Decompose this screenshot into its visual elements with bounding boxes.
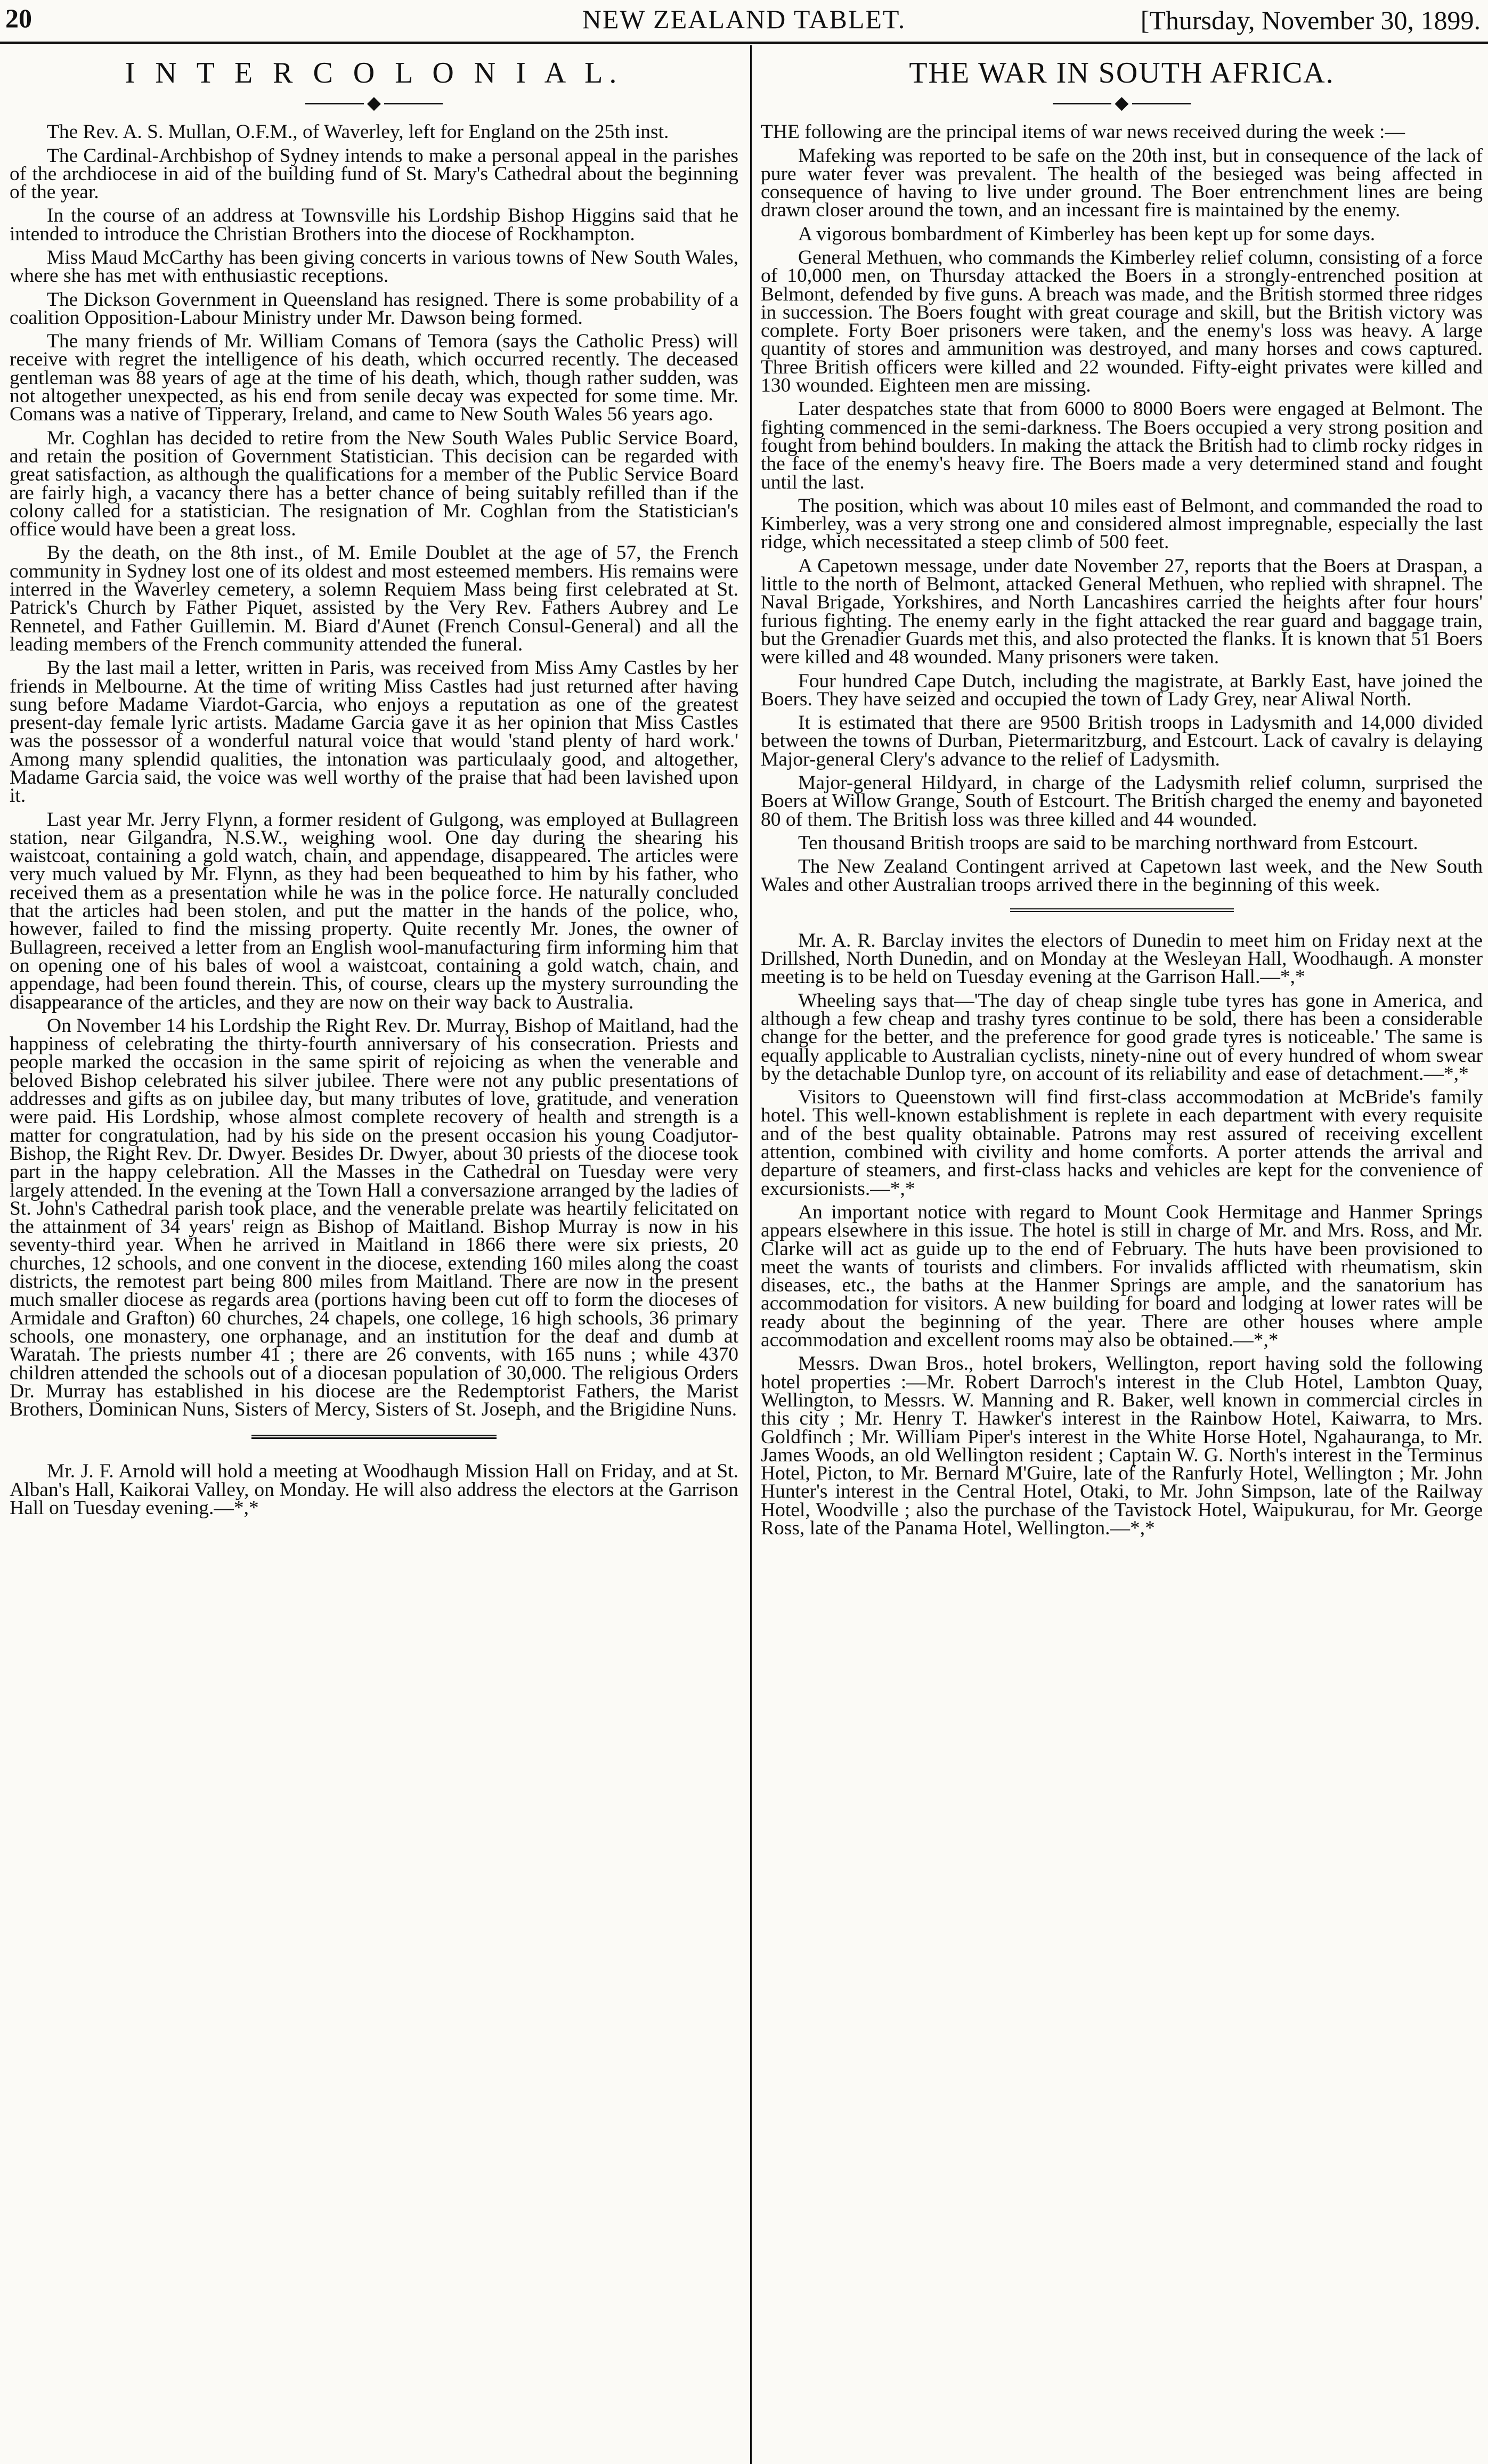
article-paragraph: A Capetown message, under date November 27, reports that the Boers at Draspan, a little to the north of Belmont, attacked General Methuen, who replied with shrapnel. The Naval Brigade, Yorkshires, and North Lancashires carried the heights after four hours' furious fighting. The enemy early in the fight attacked the rear guard and baggage train, but the Grenadier Guards met this, and also protected the flanks. It is known that 51 Boers were killed and 48 wounded. Many prisoners were taken.: [761, 555, 1483, 669]
article-paragraph: By the death, on the 8th inst., of M. Emile Doublet at the age of 57, the French community in Sydney lost one of its oldest and most esteemed members. His remains were interred in the Waverley cemetery, a solemn Requiem Mass being first celebrated at St. Patrick's Church by Father Piquet, assisted by the Very Rev. Fathers Aubrey and Le Rennetel, and Father Guillemin. M. Biard d'Aunet (French Consul-General) and all the leading members of the French community attended the funeral.: [10, 542, 738, 655]
article-paragraph: In the course of an address at Townsville his Lordship Bishop Higgins said that he intended to introduce the Christian Brothers into the diocese of Rockhampton.: [10, 205, 738, 245]
notice-paragraph: Mr. J. F. Arnold will hold a meeting at Woodhaugh Mission Hall on Friday, and at St. Alban's Hall, Kaikorai Valley, on Monday. He will also address the electors at the Garrison Hall on Tuesday evening.—*,*: [10, 1460, 738, 1519]
article-paragraph: By the last mail a letter, written in Paris, was received from Miss Amy Castles by her friends in Melbourne. At the time of writing Miss Castles had just returned after having sung before Madame Viardot-Garcia, who enjoys a reputation as one of the greatest present-day female lyric artists. Madame Garcia gave it as her opinion that Miss Castles was the possessor of a wonderful natural voice that would 'stand plenty of hard work.' Among many splendid qualities, the intonation was particulaaly good, and altogether, Madame Garcia said, the voice was well worthy of the praise that had been lavished upon it.: [10, 657, 738, 807]
notice-paragraph: Mr. A. R. Barclay invites the electors of Dunedin to meet him on Friday next at the Drillshed, North Dunedin, and on Monday at the Wesleyan Hall, Woodhaugh. A monster meeting is to be held on Tuesday evening at the Garrison Hall.—*,*: [761, 929, 1483, 988]
notice-paragraph: Messrs. Dwan Bros., hotel brokers, Wellington, report having sold the following hotel properties :—Mr. Robert Darroch's interest in the Club Hotel, Lambton Quay, Wellington, to Messrs. W. Manning and R. Baker, well known in commercial circles in this city ; Mr. Henry T. Hawker's interest in the Rainbow Hotel, Kaiwarra, to Mrs. Goldfinch ; Mr. William Piper's interest in the White Horse Hotel, Ngahauranga, to Mr. James Woods, an old Wellington resident ; Captain W. G. North's interest in the Terminus Hotel, Picton, to Mr. Bernard M'Guire, late of the Ranfurly Hotel, Wellington ; Mr. John Hunter's interest in the Central Hotel, Otaki, to Mr. John Simpson, late of the Railway Hotel, Woodville ; also the purchase of the Tavistock Hotel, Waipukurau, for Mr. George Ross, late of the Panama Hotel, Wellington.—*,*: [761, 1353, 1483, 1539]
right-column: [761, 51, 1483, 2461]
article-paragraph: The Dickson Government in Queensland has resigned. There is some probability of a coalition Opposition-Labour Ministry under Mr. Dawson being formed.: [10, 288, 738, 329]
article-paragraph: General Methuen, who commands the Kimberley relief column, consisting of a force of 10,000 men, on Thursday attacked the Boers in a strongly-entrenched position at Belmont, defended by five guns. A breach was made, and the British stormed three ridges in succession. The Boers fought with great courage and skill, but the British victory was complete. Forty Boer prisoners were taken, and the enemy's loss was heavy. A large quantity of stores and ammunition was destroyed, and many horses and cows captured. Three British officers were killed and 22 wounded. Fifty-eight privates were killed and 130 wounded. Eighteen men are missing.: [761, 246, 1483, 397]
article-paragraph: Mafeking was reported to be safe on the 20th inst, but in consequence of the lack of pure water fever was prevalent. The health of the besieged was being affected in consequence of having to live under ground. The Boer entrenchment lines are being drawn closer around the town, and an incessant fire is maintained by the enemy.: [761, 144, 1483, 222]
heading-ornament: ◆: [10, 93, 738, 112]
article-paragraph: Four hundred Cape Dutch, including the magistrate, at Barkly East, have joined the Boers. They have seized and occupied the town of Lady Grey, near Aliwal North.: [761, 670, 1483, 710]
notice-paragraph: Wheeling says that—'The day of cheap single tube tyres has gone in America, and although a few cheap and trashy tyres continue to be sold, there has been a considerable change for the better, and the preference for good grade tyres is noticeable.' The same is equally applicable to Australian cyclists, ninety-nine out of every hundred of whom swear by the detachable Dunlop tyre, on account of its reliability and ease of detachment.—*,*: [761, 989, 1483, 1085]
notice-paragraph: An important notice with regard to Mount Cook Hermitage and Hanmer Springs appears elsewhere in this issue. The hotel is still in charge of Mr. and Mrs. Ross, and Mr. Clarke will act as guide up to the end of February. The huts have been provisioned to meet the wants of tourists and climbers. For invalids afflicted with rheumatism, skin diseases, etc., the baths at the Hanmer Springs are ample, and the sanatorium has accommodation for visitors. A new building for board and lodging at lower rates will be ready about the beginning of the year. There are other houses where ample accommodation and excellent rooms may also be obtained.—*,*: [761, 1201, 1483, 1352]
article-paragraph: A vigorous bombardment of Kimberley has been kept up for some days.: [798, 223, 1376, 245]
column-divider: [750, 45, 752, 2464]
issue-date: [Thursday, November 30, 1899.: [1140, 5, 1481, 35]
heading-ornament: ◆: [761, 93, 1483, 112]
article-paragraph: Major-general Hildyard, in charge of the Ladysmith relief column, surprised the Boers at Willow Grange, South of Estcourt. The British charged the enemy and bayoneted 80 of them. The British loss was three killed and 44 wounded.: [761, 772, 1483, 831]
article-paragraph: The Rev. A. S. Mullan, O.F.M., of Waverley, left for England on the 25th inst.: [47, 121, 669, 143]
left-column: [10, 51, 738, 2461]
article-paragraph: It is estimated that there are 9500 British troops in Ladysmith and 14,000 divided between the towns of Durban, Pietermaritzburg, and Estcourt. Lack of cavalry is delaying Major-general Clery's advance to the relief of Ladysmith.: [761, 712, 1483, 770]
masthead-rule: [0, 42, 1488, 44]
page-number: 20: [5, 3, 32, 33]
article-paragraph: Mr. Coghlan has decided to retire from the New South Wales Public Service Board, and retain the position of Government Statistician. This decision can be regarded with great satisfaction, as although the qualifications for a member of the Public Service Board are fairly high, a vacancy there has a better chance of being suitably refilled than if the colony called for a statistician. The resignation of Mr. Coghlan from the Statistician's office would have been a great loss.: [10, 427, 738, 541]
article-paragraph: THE following are the principal items of war news received during the week :—: [761, 121, 1405, 143]
section-heading-intercolonial: I N T E R C O L O N I A L.: [125, 56, 623, 90]
section-separator: [251, 1435, 497, 1441]
publication-title: NEW ZEALAND TABLET.: [582, 4, 906, 34]
article-paragraph: The Cardinal-Archbishop of Sydney intends to make a personal appeal in the parishes of the archdiocese in aid of the building fund of St. Mary's Cathedral about the beginning of the year.: [10, 144, 738, 204]
article-paragraph: Later despatches state that from 6000 to 8000 Boers were engaged at Belmont. The fighting commenced in the semi-darkness. The Boers occupied a very strong position and fought from behind boulders. In making the attack the British had to climb rocky ridges in the face of the enemy's heavy fire. The Boers made a very determined stand and fought until the last.: [761, 398, 1483, 493]
article-paragraph: Last year Mr. Jerry Flynn, a former resident of Gulgong, was employed at Bullagreen station, near Gilgandra, N.S.W., weighing wool. One day during the shearing his waistcoat, containing a gold watch, chain, and appendage, disappeared. The articles were very much valued by Mr. Flynn, as they had been bequeathed to him by his father, who received them as a presentation while he was in the police force. He naturally concluded that the articles had been stolen, and put the matter in the hands of the police, who, however, failed to find the missing property. Quite recently Mr. Jones, the owner of Bullagreen, received a letter from an English wool-manufacturing firm informing him that on opening one of his bales of wool a waistcoat, containing a gold watch, chain, and appendage, had been found therein. This, of course, clears up the mystery surrounding the disappearance of the articles, and they are now on their way back to Australia.: [10, 808, 738, 1013]
notice-paragraph: Visitors to Queenstown will find first-class accommodation at McBride's family hotel. This well-known establishment is replete in each department with every requisite and of the best quality obtainable. Patrons may rest assured of receiving excellent attention, combined with civility and home comforts. A porter attends the arrival and departure of steamers, and first-class hacks and vehicles are kept for the convenience of excursionists.—*,*: [761, 1086, 1483, 1200]
section-heading-war: THE WAR IN SOUTH AFRICA.: [909, 56, 1335, 90]
article-paragraph: The position, which was about 10 miles east of Belmont, and commanded the road to Kimberley, was a very strong one and considered almost impregnable, especially the last ridge, which necessitated a steep climb of 500 feet.: [761, 494, 1483, 554]
masthead: [0, 0, 1488, 37]
article-paragraph: Miss Maud McCarthy has been giving concerts in various towns of New South Wales, where she has met with enthusiastic receptions.: [10, 246, 738, 287]
article-paragraph: The many friends of Mr. William Comans of Temora (says the Catholic Press) will receive with regret the intelligence of his death, which occurred recently. The deceased gentleman was 88 years of age at the time of his death, which, though rather sudden, was not altogether unexpected, as his end from senile decay was expected for some time. Mr. Comans was a native of Tipperary, Ireland, and came to New South Wales 56 years ago.: [10, 330, 738, 426]
article-paragraph: Ten thousand British troops are said to be marching northward from Estcourt.: [798, 832, 1418, 854]
article-paragraph: The New Zealand Contingent arrived at Capetown last week, and the New South Wales and other Australian troops arrived there in the beginning of this week.: [761, 856, 1483, 896]
section-separator: [1010, 908, 1234, 914]
article-paragraph: On November 14 his Lordship the Right Rev. Dr. Murray, Bishop of Maitland, had the happiness of celebrating the thirty-fourth anniversary of his consecration. Priests and people marked the occasion in the same spirit of rejoicing as when the venerable and beloved Bishop celebrated his silver jubilee. There were not any public presentations of addresses and gifts as on jubilee day, but many tributes of love, gratitude, and veneration were paid. His Lordship, whose almost complete recovery of health and strength is a matter for congratulation, had by his side on the present occasion his young Coadjutor-Bishop, the Right Rev. Dr. Dwyer. Besides Dr. Dwyer, about 30 priests of the diocese took part in the happy celebration. All the Masses in the Cathedral on Tuesday were very largely attended. In the evening at the Town Hall a conversazione arranged by the ladies of St. John's Cathedral parish took place, and the venerable prelate was heartily felicitated on the attainment of 34 years' reign as Bishop of Maitland. Bishop Murray is now in his seventy-third year. When he arrived in Maitland in 1866 there were six priests, 20 churches, 12 schools, and one convent in the diocese, extending 160 miles along the coast districts, the remotest part being 800 miles from Maitland. There are now in the present much smaller diocese as regards area (portions having been cut off to form the dioceses of Armidale and Grafton) 60 churches, 24 chapels, one college, 16 high schools, 36 primary schools, one monastery, one orphanage, and an institution for the deaf and dumb at Waratah. The priests number 41 ; there are 26 convents, with 165 nuns ; while 4370 children attended the schools out of a diocesan population of 30,000. The religious Orders Dr. Murray has established in his diocese are the Redemptorist Fathers, the Marist Brothers, Dominican Nuns, Sisters of Mercy, Sisters of St. Joseph, and the Brigidine Nuns.: [10, 1014, 738, 1421]
